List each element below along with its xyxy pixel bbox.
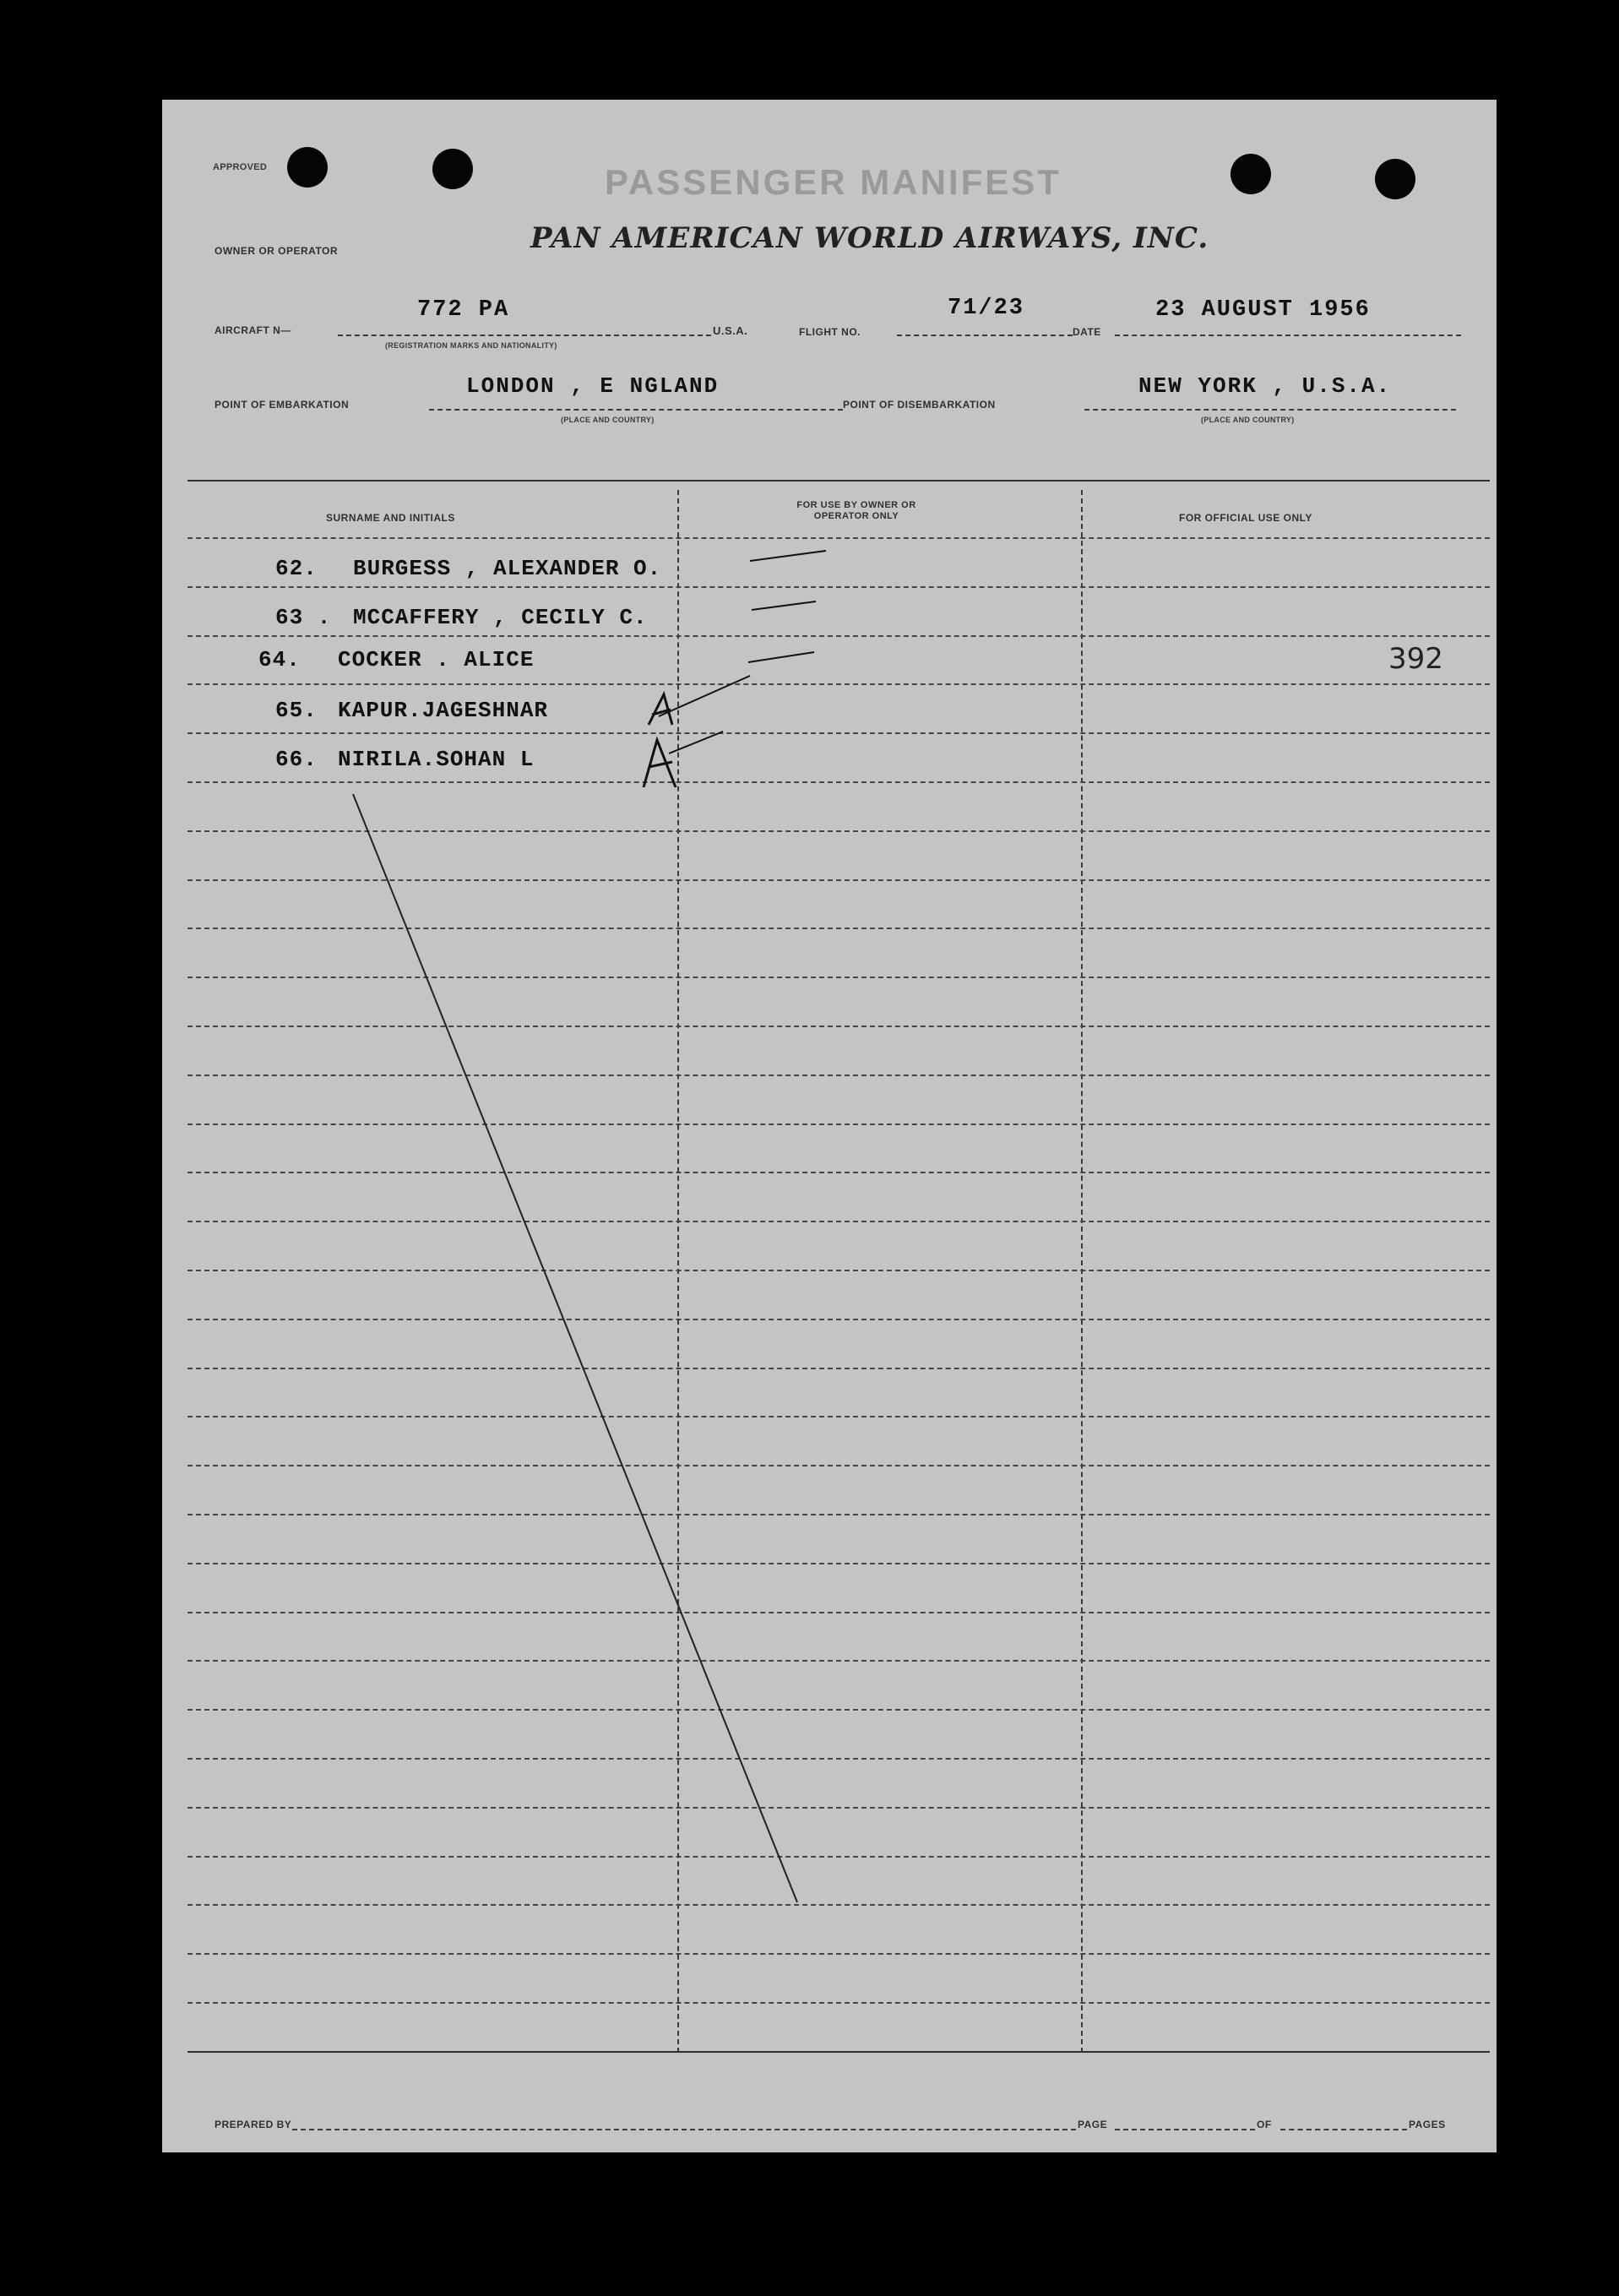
column-official-use: FOR OFFICIAL USE ONLY — [1179, 512, 1312, 524]
pages-label: PAGES — [1409, 2119, 1446, 2130]
owner-label: OWNER OR OPERATOR — [215, 245, 339, 257]
column-surname: SURNAME AND INITIALS — [326, 512, 455, 524]
aircraft-value: 772 PA — [417, 297, 510, 323]
dash-mark — [669, 732, 723, 754]
dash-mark — [752, 601, 816, 610]
disembark-value: NEW YORK , U.S.A. — [1138, 373, 1392, 399]
embark-label: POINT OF EMBARKATION — [215, 399, 350, 411]
passenger-number: 62. — [275, 556, 318, 581]
of-label: OF — [1257, 2119, 1272, 2130]
passenger-name: NIRILA.SOHAN L — [338, 747, 535, 772]
dash-mark — [659, 676, 750, 716]
official-number: 392 — [1388, 642, 1443, 676]
disembark-note: (PLACE AND COUNTRY) — [1201, 416, 1295, 424]
approval-stamp: APPROVED — [213, 162, 268, 172]
date-label: DATE — [1073, 326, 1101, 338]
passenger-number: 65. — [275, 698, 318, 723]
form-title: PASSENGER MANIFEST — [605, 162, 1062, 202]
page-label: PAGE — [1078, 2119, 1108, 2130]
flight-value: 71/23 — [948, 296, 1025, 321]
footer-rule — [187, 2051, 1490, 2053]
disembark-label: POINT OF DISEMBARKATION — [843, 399, 996, 411]
passenger-name: COCKER . ALICE — [338, 647, 535, 672]
of-line — [1280, 2129, 1407, 2130]
usa-label: U.S.A. — [713, 324, 748, 337]
passenger-name: MCCAFFERY , CECILY C. — [353, 605, 648, 630]
embark-note: (PLACE AND COUNTRY) — [561, 416, 655, 424]
airline-name: PAN AMERICAN WORLD AIRWAYS, INC. — [530, 221, 1209, 255]
flight-label: FLIGHT NO. — [799, 326, 861, 338]
date-value: 23 AUGUST 1956 — [1155, 297, 1371, 323]
initial-mark — [644, 740, 676, 787]
initial-mark — [649, 694, 672, 725]
embark-value: LONDON , E NGLAND — [466, 373, 720, 399]
prepared-by-line — [292, 2129, 1076, 2130]
passenger-name: BURGESS , ALEXANDER O. — [353, 556, 662, 581]
prepared-by-label: PREPARED BY — [215, 2119, 292, 2130]
passenger-number: 63 . — [275, 605, 332, 630]
aircraft-note: (REGISTRATION MARKS AND NATIONALITY) — [385, 341, 557, 350]
passenger-number: 66. — [275, 747, 318, 772]
page-line — [1115, 2129, 1255, 2130]
column-owner-use: FOR USE BY OWNER OR OPERATOR ONLY — [796, 500, 916, 521]
dash-mark — [750, 551, 826, 561]
cancel-line — [353, 794, 797, 1902]
dash-mark — [748, 652, 814, 662]
aircraft-label: AIRCRAFT N— — [215, 324, 291, 336]
passenger-number: 64. — [258, 647, 301, 672]
passenger-name: KAPUR.JAGESHNAR — [338, 698, 549, 723]
